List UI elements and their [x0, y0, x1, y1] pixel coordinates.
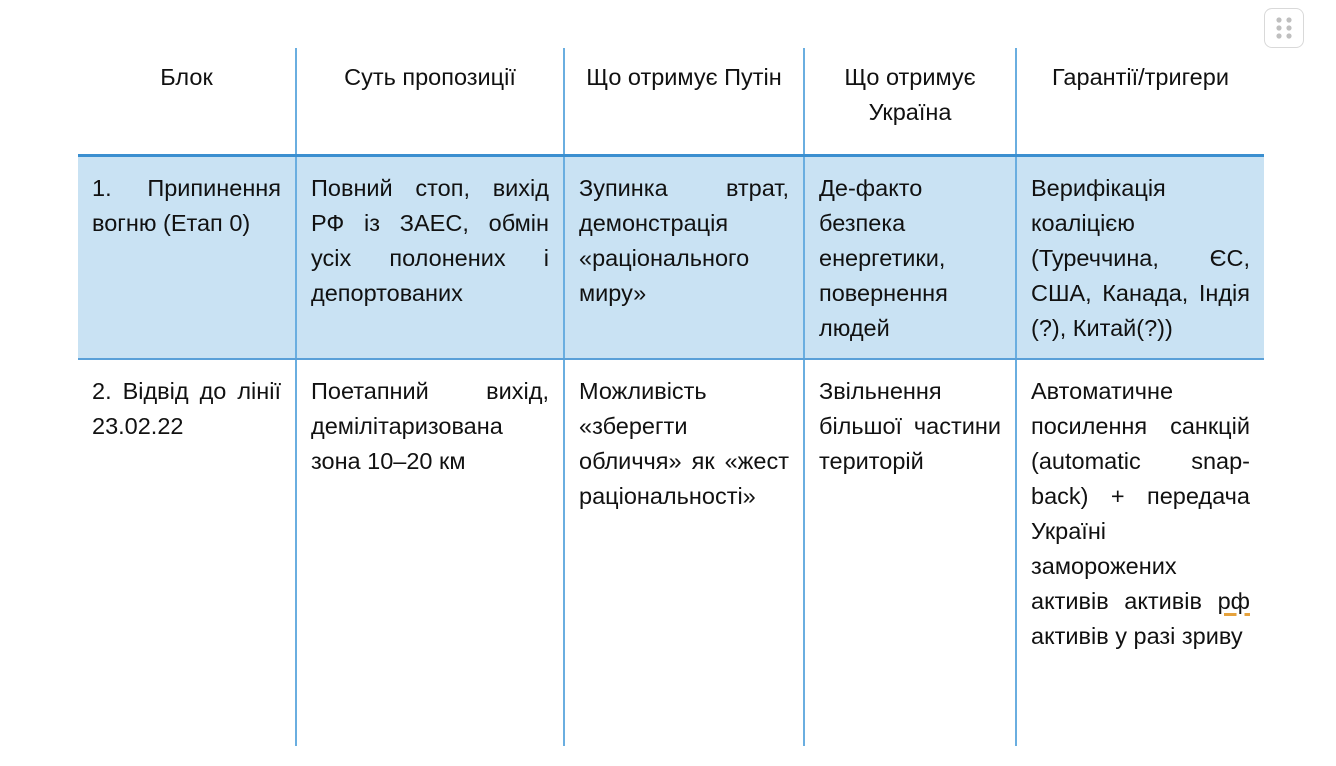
row2-guarantees: [1016, 359, 1264, 746]
row1-essence: Повний стоп, вихід РФ із ЗАЕС, обмін усіх полонених і депортованих: [296, 156, 564, 360]
header-guarantees: Гарантії/тригери: [1016, 48, 1264, 156]
row2-guarantees-text: Автоматичне посилення санкцій (automatic snap-back) + передача Україні заморожених активів: [1031, 378, 1250, 614]
row1-block: 1. Припинення вогню (Етап 0): [78, 156, 296, 360]
header-block: Блок: [78, 48, 296, 156]
row2-guarantees-tail-post: активів у разі зриву: [1031, 623, 1243, 649]
table-row: [78, 359, 1264, 746]
header-ukraine-gets: Що отримує Україна: [804, 48, 1016, 156]
header-putin-gets: Що отримує Путін: [564, 48, 804, 156]
table-header-row: [78, 48, 1264, 156]
spellcheck-marked-word[interactable]: рф: [1217, 588, 1250, 614]
row1-ukraine-gets: Де-факто безпека енергетики, повернення людей: [804, 156, 1016, 360]
drag-handle[interactable]: [1264, 8, 1304, 48]
row2-guarantees-tail-pre: активів: [1124, 588, 1202, 614]
row2-essence: Поетапний вихід, демілітаризована зона 10–20 км: [296, 359, 564, 746]
row2-block: 2. Відвід до лінії 23.02.22: [92, 378, 281, 439]
drag-handle-icon: [1274, 16, 1294, 40]
proposal-table: [78, 48, 1264, 746]
row2-putin-gets: Можливість «зберегти обличчя» як «жест раціональності»: [564, 359, 804, 746]
header-essence: Суть пропозиції: [296, 48, 564, 156]
row2-ukraine-gets: Звільнення більшої частини територій: [804, 359, 1016, 746]
row1-putin-gets: Зупинка втрат, демонстрація «раціонального миру»: [564, 156, 804, 360]
row1-guarantees: Верифікація коаліцією (Туреччина, ЄС, США, Канада, Індія (?), Китай(?)): [1016, 156, 1264, 360]
table-row: [78, 156, 1264, 360]
